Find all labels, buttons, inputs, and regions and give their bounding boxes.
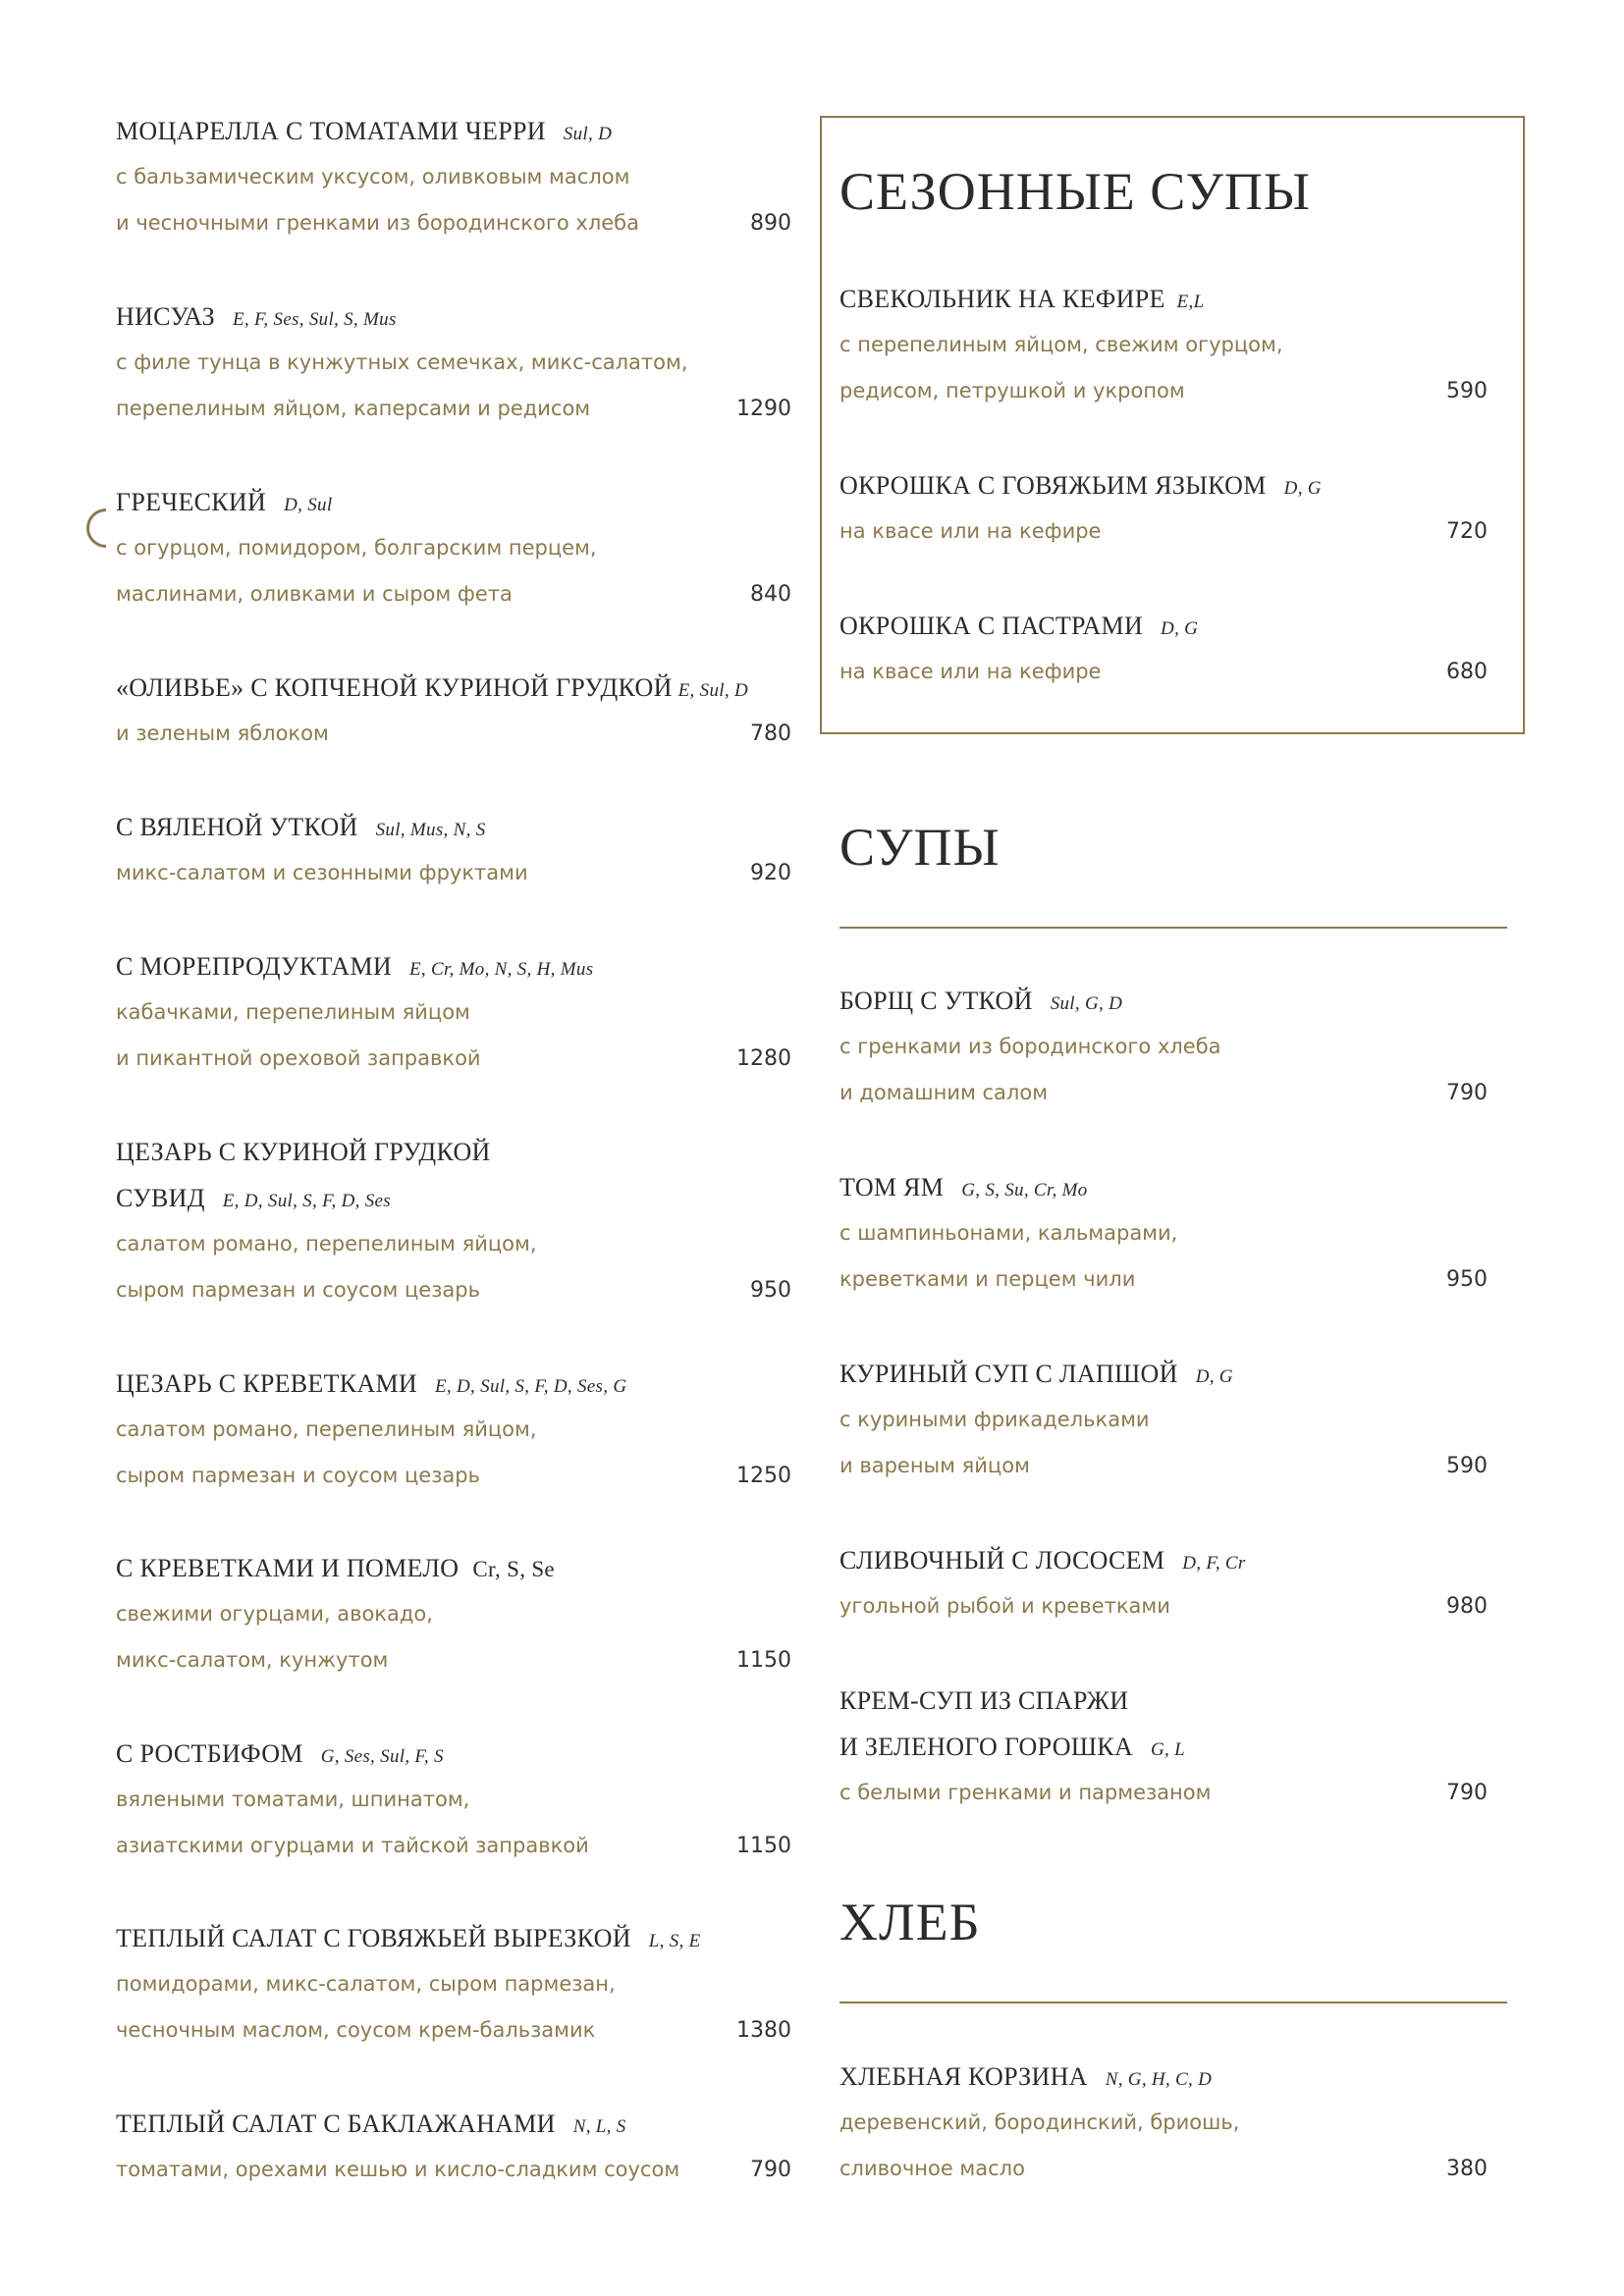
item-name: НИСУАЗ [116, 302, 215, 331]
item-name: С РОСТБИФОМ [116, 1739, 303, 1768]
item-description: свежими огурцами, авокадо, [116, 1602, 433, 1626]
crescent-icon [86, 508, 106, 548]
item-allergens: D, G [1161, 618, 1199, 639]
item-price: 890 [750, 211, 791, 236]
item-description: деревенский, бородинский, бриошь, [839, 2110, 1240, 2134]
menu-item [839, 276, 1507, 414]
item-description: кабачками, перепелиным яйцом [116, 1000, 470, 1024]
menu-item [839, 1678, 1507, 1816]
item-description: томатами, орехами кешью и кисло-сладким соусом [116, 2158, 680, 2181]
item-description: сыром пармезан и соусом цезарь [116, 1464, 480, 1487]
item-description: маслинами, оливками и сыром фета [116, 582, 513, 606]
item-allergens: D, F, Cr [1182, 1553, 1246, 1574]
item-allergens: E,L [1176, 292, 1205, 312]
item-description: вялеными томатами, шпинатом, [116, 1788, 470, 1811]
item-name: КРЕМ-СУП ИЗ СПАРЖИ [839, 1686, 1129, 1715]
item-allergens: E, F, Ses, Sul, S, Mus [232, 309, 397, 330]
item-description: и вареным яйцом [839, 1454, 1030, 1477]
item-description: и домашним салом [839, 1081, 1049, 1104]
item-description: угольной рыбой и креветками [839, 1594, 1170, 1618]
item-description: чесночным маслом, соусом крем-бальзамик [116, 2018, 596, 2042]
item-name: ТЕПЛЫЙ САЛАТ С БАКЛАЖАНАМИ [116, 2109, 556, 2138]
item-description: и чесночными гренками из бородинского хлеба [116, 211, 639, 235]
item-description: с бальзамическим уксусом, оливковым маслом [116, 165, 630, 188]
item-description: редисом, петрушкой и укропом [839, 379, 1185, 402]
menu-item [839, 1164, 1507, 1303]
item-name: ТЕПЛЫЙ САЛАТ С ГОВЯЖЬЕЙ ВЫРЕЗКОЙ [116, 1924, 631, 1952]
item-description: креветками и перцем чили [839, 1267, 1136, 1291]
item-price: 790 [1446, 1781, 1488, 1805]
item-description: сливочное масло [839, 2157, 1025, 2180]
item-allergens: Sul, Mus, N, S [375, 820, 486, 840]
seasonal-soups-title: СЕЗОННЫЕ СУПЫ [839, 162, 1311, 221]
menu-item [116, 294, 791, 432]
item-price: 590 [1446, 379, 1488, 403]
item-price: 1150 [736, 1648, 791, 1673]
item-description: с шампиньонами, кальмарами, [839, 1221, 1178, 1245]
item-name: ХЛЕБНАЯ КОРЗИНА [839, 2062, 1088, 2091]
item-name: СЛИВОЧНЫЙ С ЛОСОСЕМ [839, 1546, 1165, 1575]
item-description: азиатскими огурцами и тайской заправкой [116, 1834, 589, 1857]
item-description: с куриными фрикадельками [839, 1408, 1150, 1431]
item-allergens: N, L, S [572, 2116, 626, 2137]
item-description: с гренками из бородинского хлеба [839, 1035, 1221, 1058]
menu-item [839, 462, 1507, 555]
item-price: 1290 [736, 397, 791, 421]
item-price: 720 [1446, 519, 1488, 544]
item-allergens: E, Cr, Mo, N, S, H, Mus [408, 959, 594, 980]
item-name: ЦЕЗАРЬ С КРЕВЕТКАМИ [116, 1369, 418, 1398]
item-price: 790 [1446, 1081, 1488, 1105]
menu-item [116, 1361, 791, 1499]
item-description: с белыми гренками и пармезаном [839, 1781, 1212, 1804]
item-description: на квасе или на кефире [839, 519, 1102, 543]
item-allergens: D, G [1283, 478, 1322, 499]
item-name: С ВЯЛЕНОЙ УТКОЙ [116, 813, 358, 841]
item-allergens: E, Sul, D [677, 680, 748, 701]
item-description: сыром пармезан и соусом цезарь [116, 1278, 480, 1302]
item-allergens: G, S, Su, Cr, Mo [961, 1180, 1088, 1201]
bread-title: ХЛЕБ [839, 1893, 981, 1951]
item-price: 1380 [736, 2018, 791, 2043]
menu-item [116, 1545, 791, 1683]
item-description: с филе тунца в кунжутных семечках, микс-салатом, [116, 350, 688, 374]
item-description: микс-салатом, кунжутом [116, 1648, 389, 1672]
menu-item [839, 1351, 1507, 1489]
menu-item [116, 479, 791, 617]
item-name: С МОРЕПРОДУКТАМИ [116, 952, 392, 981]
item-description: с перепелиным яйцом, свежим огурцом, [839, 333, 1283, 356]
item-name: МОЦАРЕЛЛА С ТОМАТАМИ ЧЕРРИ [116, 117, 546, 145]
item-price: 590 [1446, 1454, 1488, 1478]
item-name: «ОЛИВЬЕ» С КОПЧЕНОЙ КУРИНОЙ ГРУДКОЙ [116, 673, 673, 702]
item-name: ОКРОШКА С ПАСТРАМИ [839, 612, 1144, 640]
item-price: 780 [750, 721, 791, 746]
item-name: БОРЩ С УТКОЙ [839, 987, 1033, 1015]
item-allergens: L, S, E [648, 1931, 701, 1951]
item-price: 840 [750, 582, 791, 607]
divider [839, 927, 1507, 929]
item-name: СУВИД [116, 1184, 205, 1212]
item-name: КУРИНЫЙ СУП С ЛАПШОЙ [839, 1360, 1178, 1388]
item-description: салатом романо, перепелиным яйцом, [116, 1232, 537, 1255]
menu-item [116, 1731, 791, 1869]
item-description: салатом романо, перепелиным яйцом, [116, 1417, 537, 1441]
item-name: ГРЕЧЕСКИЙ [116, 488, 267, 516]
item-allergens: D, Sul [284, 495, 333, 515]
item-price: 980 [1446, 1594, 1488, 1619]
item-allergens: E, D, Sul, S, F, D, Ses [222, 1191, 391, 1211]
item-description: и пикантной ореховой заправкой [116, 1046, 481, 1070]
item-price: 1250 [736, 1464, 791, 1488]
item-price: 380 [1446, 2157, 1488, 2181]
item-description: микс-салатом и сезонными фруктами [116, 861, 528, 884]
menu-item [839, 603, 1507, 695]
item-allergens: Sul, D [563, 124, 613, 144]
item-name: ЦЕЗАРЬ С КУРИНОЙ ГРУДКОЙ [116, 1138, 491, 1166]
item-price: 950 [1446, 1267, 1488, 1292]
item-price: 920 [750, 861, 791, 885]
menu-item [116, 2101, 791, 2193]
menu-item [116, 108, 791, 246]
item-description: помидорами, микс-салатом, сыром пармезан, [116, 1972, 616, 1996]
item-allergens: G, Ses, Sul, F, S [320, 1746, 444, 1767]
item-description: на квасе или на кефире [839, 660, 1102, 683]
item-price: 1150 [736, 1834, 791, 1858]
item-price: 1280 [736, 1046, 791, 1071]
item-allergens: G, L [1151, 1739, 1186, 1760]
item-allergens: E, D, Sul, S, F, D, Ses, G [435, 1376, 627, 1397]
item-price: 680 [1446, 660, 1488, 684]
item-name: С КРЕВЕТКАМИ И ПОМЕЛО [116, 1554, 460, 1582]
menu-item [839, 1537, 1507, 1629]
item-allergens: Cr, S, Se [472, 1557, 555, 1581]
item-name: ТОМ ЯМ [839, 1173, 945, 1201]
item-allergens: Sul, G, D [1050, 993, 1123, 1014]
menu-item [839, 978, 1507, 1116]
item-name: СВЕКОЛЬНИК НА КЕФИРЕ [839, 285, 1165, 313]
item-description: и зеленым яблоком [116, 721, 329, 745]
item-description: перепелиным яйцом, каперсами и редисом [116, 397, 591, 420]
item-price: 790 [750, 2158, 791, 2182]
item-name: ОКРОШКА С ГОВЯЖЬИМ ЯЗЫКОМ [839, 471, 1267, 500]
menu-item [116, 665, 791, 757]
menu-item [839, 2054, 1507, 2192]
menu-item [116, 1915, 791, 2054]
menu-item [116, 943, 791, 1082]
item-allergens: N, G, H, C, D [1105, 2069, 1213, 2090]
item-name: И ЗЕЛЕНОГО ГОРОШКА [839, 1733, 1134, 1761]
item-description: с огурцом, помидором, болгарским перцем, [116, 536, 597, 560]
soups-title: СУПЫ [839, 818, 1001, 877]
menu-item [116, 804, 791, 896]
item-price: 950 [750, 1278, 791, 1303]
item-allergens: D, G [1195, 1366, 1233, 1387]
divider [839, 2002, 1507, 2003]
menu-item [116, 1129, 791, 1313]
